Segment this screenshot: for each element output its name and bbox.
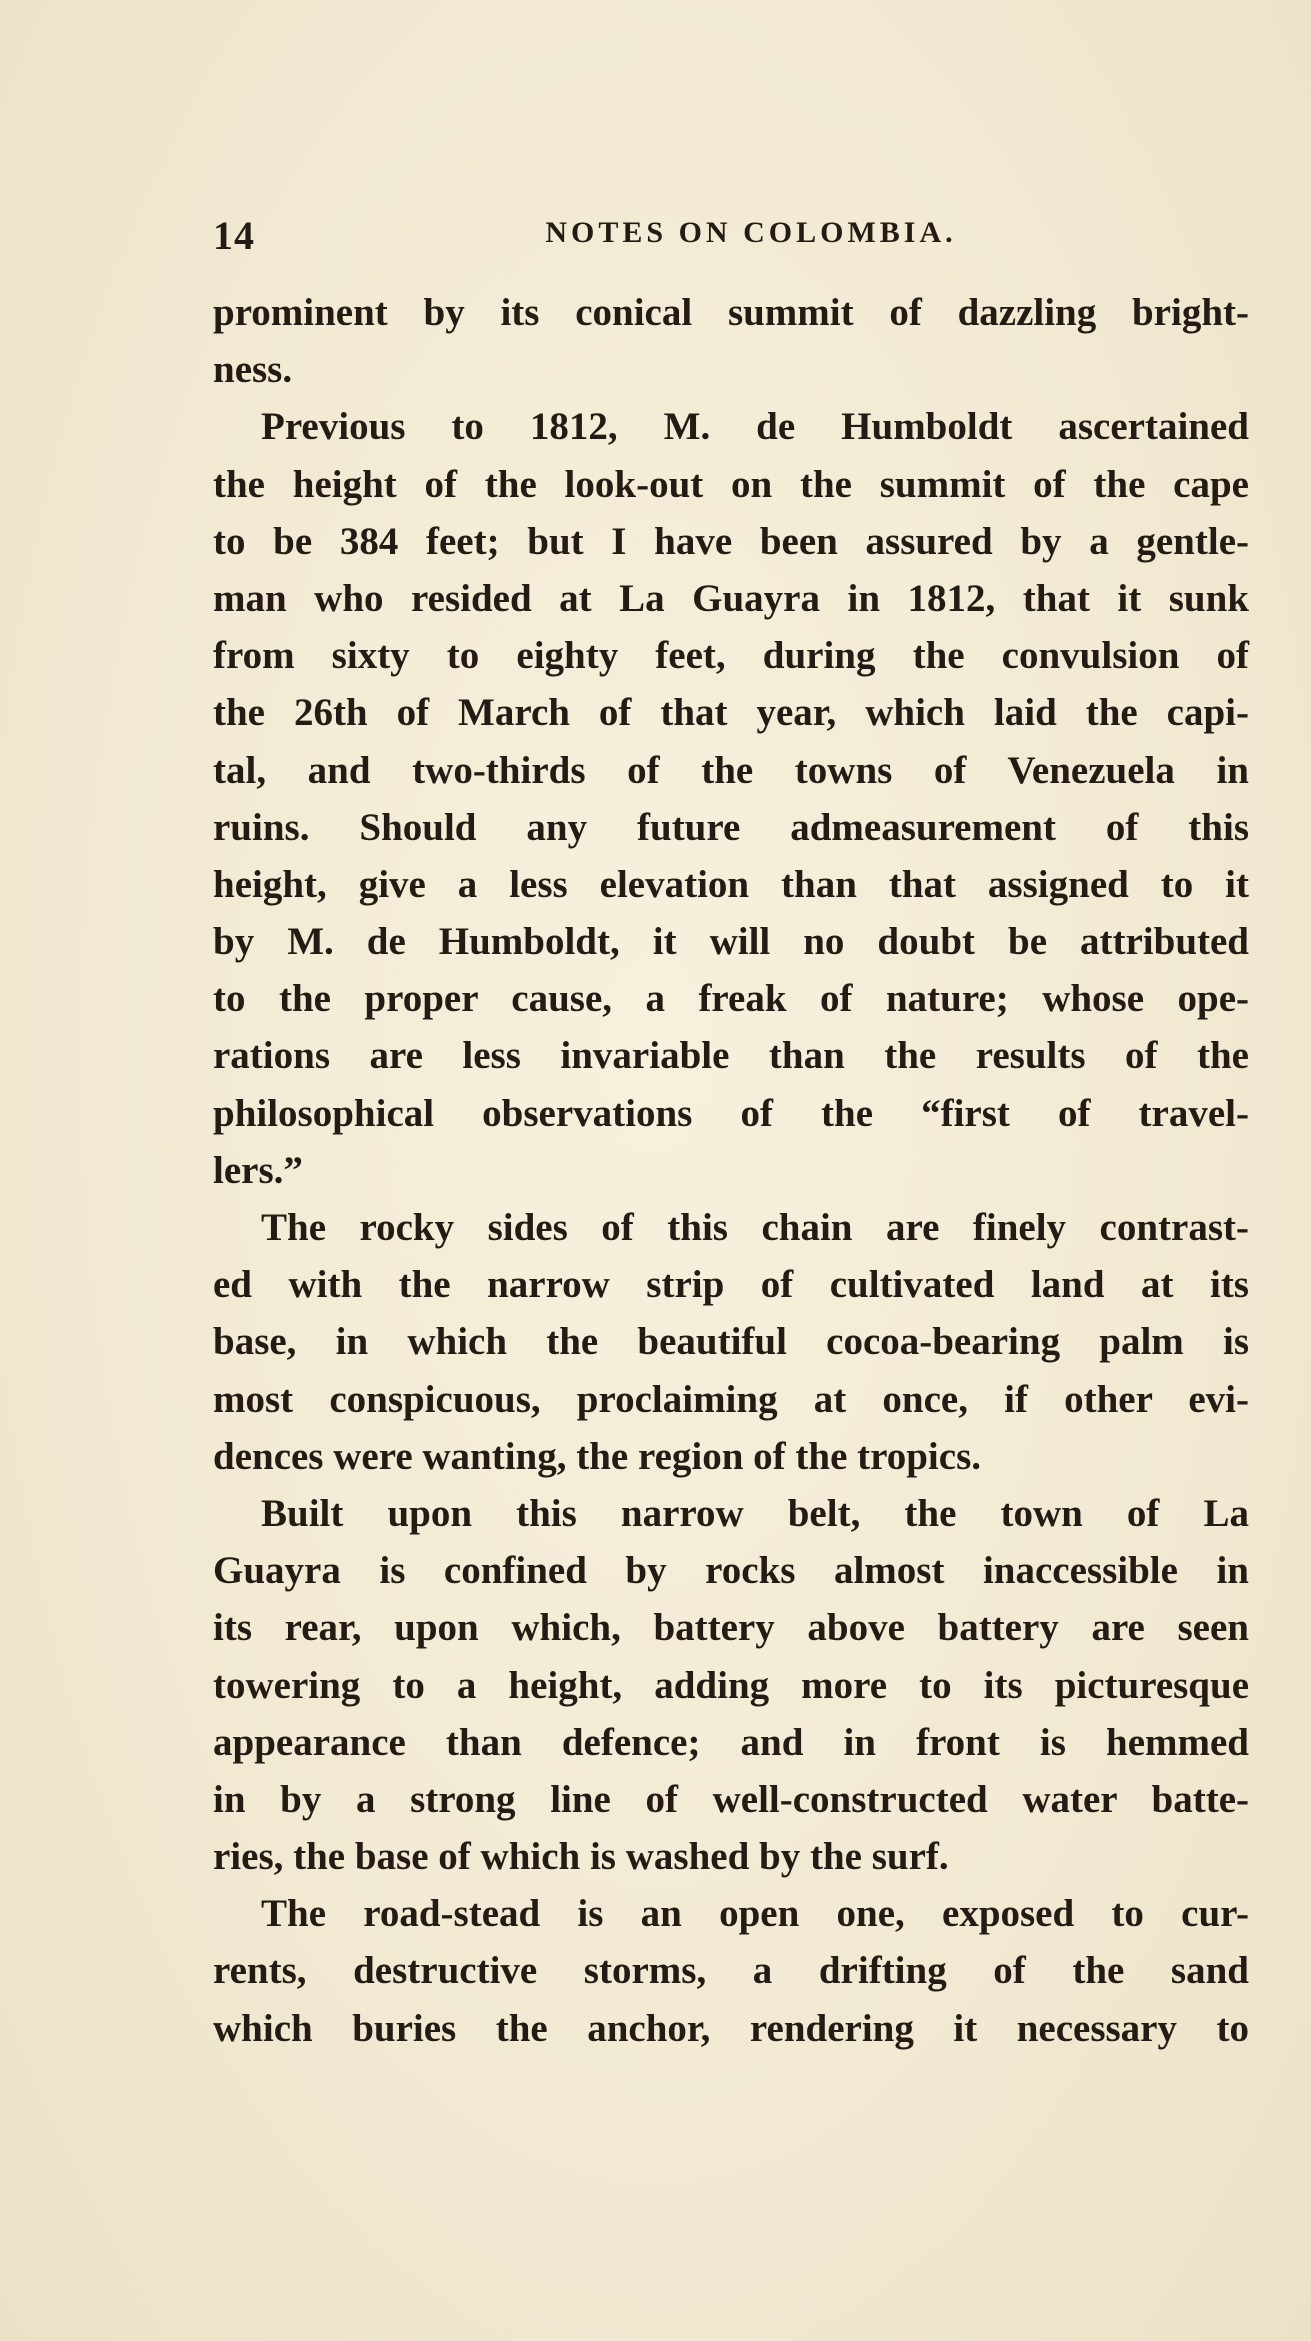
text-line: philosophical observations of the “first of travel- — [213, 1091, 1249, 1135]
text-line: Built upon this narrow belt, the town of La — [261, 1491, 1249, 1535]
text-line: towering to a height, adding more to its picturesque — [213, 1663, 1249, 1707]
text-line: base, in which the beautiful cocoa-bearing palm is — [213, 1320, 1249, 1364]
text-line: the height of the look-out on the summit of the cape — [213, 462, 1249, 506]
text-line: the 26th of March of that year, which laid the capi- — [213, 691, 1249, 735]
text-line: rations are less invariable than the results of the — [213, 1034, 1249, 1078]
page-number: 14 — [213, 213, 255, 258]
text-line: its rear, upon which, battery above battery are seen — [213, 1606, 1249, 1650]
text-line: most conspicuous, proclaiming at once, if other evi- — [213, 1377, 1249, 1421]
text-line: to be 384 feet; but I have been assured by a gentle- — [213, 519, 1249, 563]
text-line: from sixty to eighty feet, during the convulsion of — [213, 634, 1249, 678]
text-line: in by a strong line of well-constructed water batte- — [213, 1777, 1249, 1821]
text-line: rents, destructive storms, a drifting of the sand — [213, 1949, 1249, 1993]
running-title: NOTES ON COLOMBIA. — [545, 216, 957, 249]
text-line: height, give a less elevation than that assigned to it — [213, 862, 1249, 906]
text-line: prominent by its conical summit of dazzling bright- — [213, 291, 1249, 334]
text-line: lers.” — [213, 1148, 303, 1192]
text-line: ruins. Should any future admeasurement of this — [213, 805, 1249, 849]
text-line: The road-stead is an open one, exposed to cur- — [261, 1892, 1249, 1936]
text-line: to the proper cause, a freak of nature; whose ope- — [213, 977, 1249, 1021]
text-line: man who resided at La Guayra in 1812, that it sunk — [213, 576, 1249, 620]
text-line: ness. — [213, 348, 293, 392]
text-line: ries, the base of which is washed by the surf. — [213, 1835, 949, 1879]
text-line: appearance than defence; and in front is hemmed — [213, 1720, 1249, 1764]
text-line: ed with the narrow strip of cultivated land at its — [213, 1263, 1249, 1307]
text-line: by M. de Humboldt, it will no doubt be attributed — [213, 920, 1249, 964]
body-text — [213, 284, 1249, 2057]
text-line: dences were wanting, the region of the tropics. — [213, 1434, 982, 1478]
page-header — [213, 212, 1249, 264]
text-line: tal, and two-thirds of the towns of Venezuela in — [213, 748, 1249, 792]
text-line: The rocky sides of this chain are finely contrast- — [261, 1206, 1249, 1249]
text-line: Previous to 1812, M. de Humboldt ascertained — [261, 405, 1249, 449]
text-line: Guayra is confined by rocks almost inaccessible in — [213, 1549, 1249, 1593]
text-line: which buries the anchor, rendering it necessary to — [213, 2006, 1249, 2050]
